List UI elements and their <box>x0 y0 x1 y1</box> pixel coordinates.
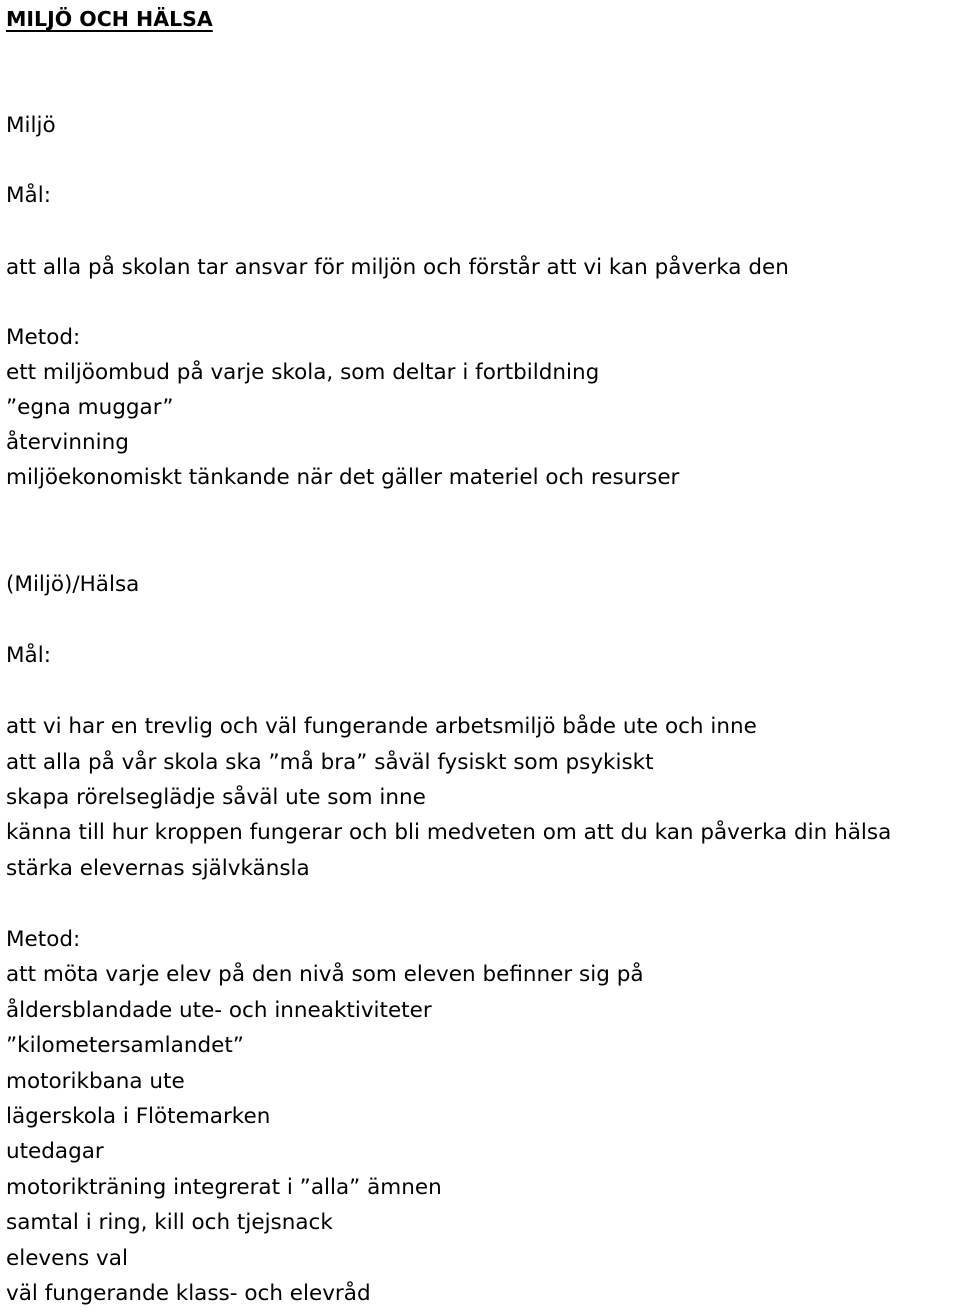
environment-method-label: Metod: <box>6 325 81 350</box>
health-method-item: att möta varje elev på den nivå som eleven befinner sig på <box>6 962 644 987</box>
health-method-item: åldersblandade ute- och inneaktiviteter <box>6 998 432 1023</box>
health-method-item: samtal i ring, kill och tjejsnack <box>6 1210 333 1235</box>
health-goal-item: skapa rörelseglädje såväl ute som inne <box>6 785 426 810</box>
health-method-item: lägerskola i Flötemarken <box>6 1104 271 1129</box>
health-goal-label: Mål: <box>6 643 51 668</box>
section-heading-environment: Miljö <box>6 113 56 138</box>
environment-goal-item: att alla på skolan tar ansvar för miljön och förstår att vi kan påverka den <box>6 255 789 280</box>
environment-method-item: miljöekonomiskt tänkande när det gäller materiel och resurser <box>6 465 680 490</box>
health-method-item: väl fungerande klass- och elevråd <box>6 1281 371 1306</box>
health-method-item: elevens val <box>6 1246 128 1271</box>
environment-method-item: ”egna muggar” <box>6 395 174 420</box>
health-method-item: ”kilometersamlandet” <box>6 1033 244 1058</box>
section-heading-health: (Miljö)/Hälsa <box>6 572 140 597</box>
environment-method-item: återvinning <box>6 430 129 455</box>
health-method-item: motorikbana ute <box>6 1069 185 1094</box>
health-goal-item: känna till hur kroppen fungerar och bli medveten om att du kan påverka din hälsa <box>6 820 892 845</box>
health-method-item: utedagar <box>6 1139 104 1164</box>
health-goal-item: stärka elevernas självkänsla <box>6 856 310 881</box>
environment-method-item: ett miljöombud på varje skola, som deltar i fortbildning <box>6 360 600 385</box>
document-title: MILJÖ OCH HÄLSA <box>6 7 213 31</box>
health-method-item: motorikträning integrerat i ”alla” ämnen <box>6 1175 442 1200</box>
environment-goal-label: Mål: <box>6 183 51 208</box>
health-goal-item: att vi har en trevlig och väl fungerande arbetsmiljö både ute och inne <box>6 714 757 739</box>
health-method-label: Metod: <box>6 927 81 952</box>
health-goal-item: att alla på vår skola ska ”må bra” såväl fysiskt som psykiskt <box>6 750 654 775</box>
